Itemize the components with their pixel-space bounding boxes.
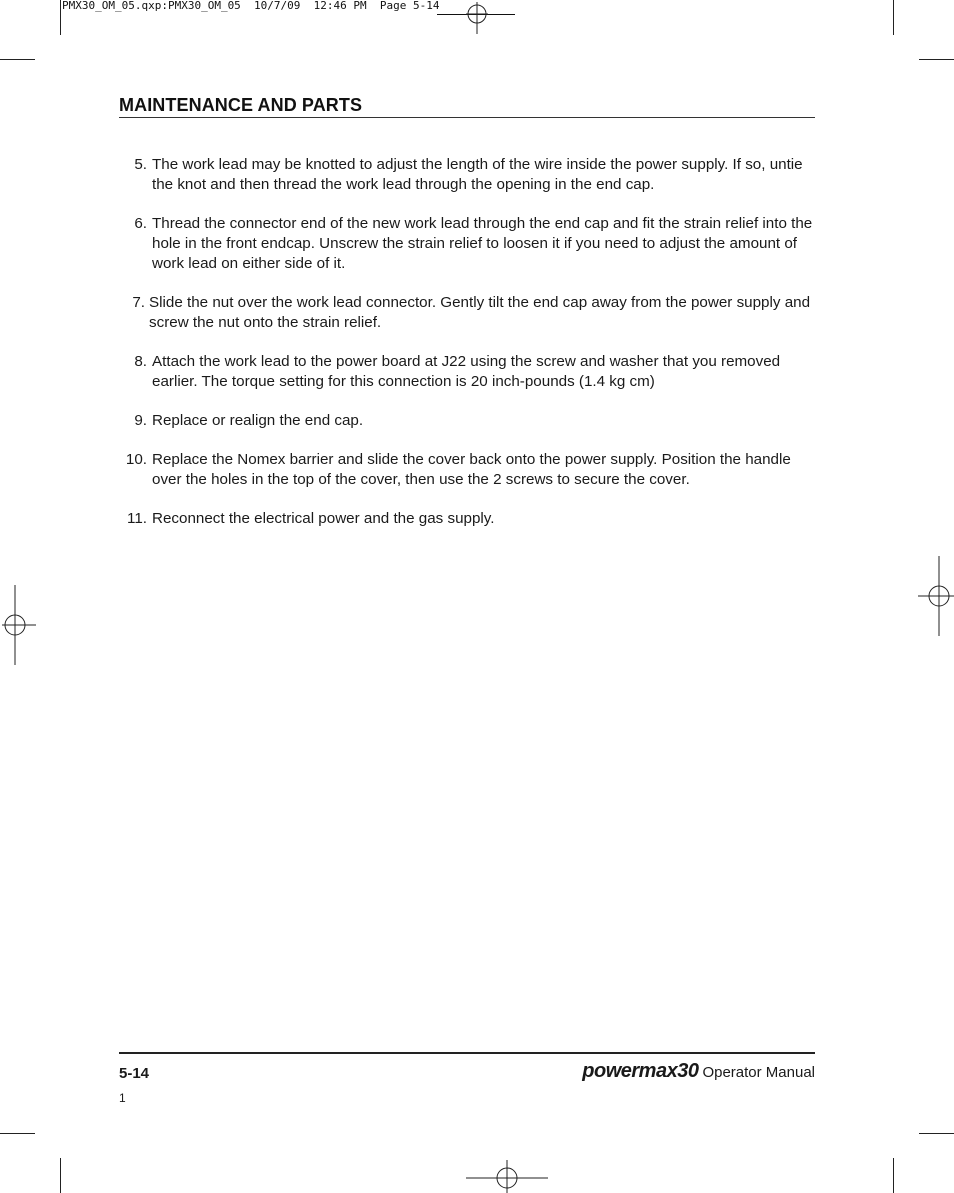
crop-mark-top-left-v [60, 0, 61, 35]
crop-mark-bottom-left-v [60, 1158, 61, 1193]
registration-mark-bottom-icon [466, 1160, 548, 1193]
step-text: The work lead may be knotted to adjust the length of the wire inside the power supply. If so, untie the knot and then thread the work lead through the opening in the end cap. [152, 156, 803, 193]
step-11 [119, 509, 819, 529]
step-number: 5. [134, 156, 147, 173]
step-text: Replace the Nomex barrier and slide the cover back onto the power supply. Position the handle over the holes in the top of the cover, then use the 2 screws to secure the cover. [152, 451, 791, 488]
step-number: 6. [134, 215, 147, 232]
step-text: Attach the work lead to the power board at J22 using the screw and washer that you removed earlier. The torque setting for this connection is 20 inch-pounds (1.4 kg cm) [152, 353, 781, 390]
print-slug: PMX30_OM_05.qxp:PMX30_OM_05 10/7/09 12:46 PM Page 5-14 [62, 0, 440, 12]
section-heading: MAINTENANCE AND PARTS [119, 95, 363, 115]
registration-mark-right-icon [918, 556, 954, 636]
step-text: Thread the connector end of the new work lead through the end cap and fit the strain relief into the hole in the front endcap. Unscrew the strain relief to loosen it if you need to adjust the amount of work lead on either side of it. [152, 215, 813, 272]
footer-brand [582, 1060, 815, 1083]
step-10 [119, 450, 819, 490]
crop-mark-bottom-left-h [0, 1133, 35, 1134]
step-6 [119, 214, 819, 274]
step-text: Reconnect the electrical power and the gas supply. [152, 510, 495, 527]
crop-mark-top-right-v [893, 0, 894, 35]
crop-mark-top-right-h [919, 59, 954, 60]
step-number: 8. [134, 353, 147, 370]
step-9 [119, 411, 819, 431]
step-8 [119, 352, 819, 392]
heading-rule [119, 117, 815, 118]
instruction-list [119, 155, 819, 548]
step-5 [119, 155, 819, 195]
step-number: 7. [132, 294, 145, 311]
manual-label: Operator Manual [702, 1064, 815, 1081]
registration-mark-left-icon [2, 585, 36, 665]
crop-mark-bottom-right-v [893, 1158, 894, 1193]
step-number: 10. [125, 451, 147, 468]
step-7 [119, 293, 819, 333]
page-number: 5-14 [119, 1065, 150, 1082]
step-text: Slide the nut over the work lead connector. Gently tilt the end cap away from the power supply and screw the nut onto the strain relief. [149, 294, 811, 331]
step-text: Replace or realign the end cap. [152, 412, 364, 429]
registration-mark-top-icon [466, 2, 488, 34]
crop-mark-top-left-h [0, 59, 35, 60]
step-number: 9. [134, 412, 147, 429]
page-sub-number: 1 [119, 1091, 126, 1105]
crop-mark-bottom-right-h [919, 1133, 954, 1134]
footer-rule [119, 1052, 815, 1054]
step-number: 11. [127, 510, 147, 527]
powermax-logo: powermax30 [582, 1060, 699, 1082]
